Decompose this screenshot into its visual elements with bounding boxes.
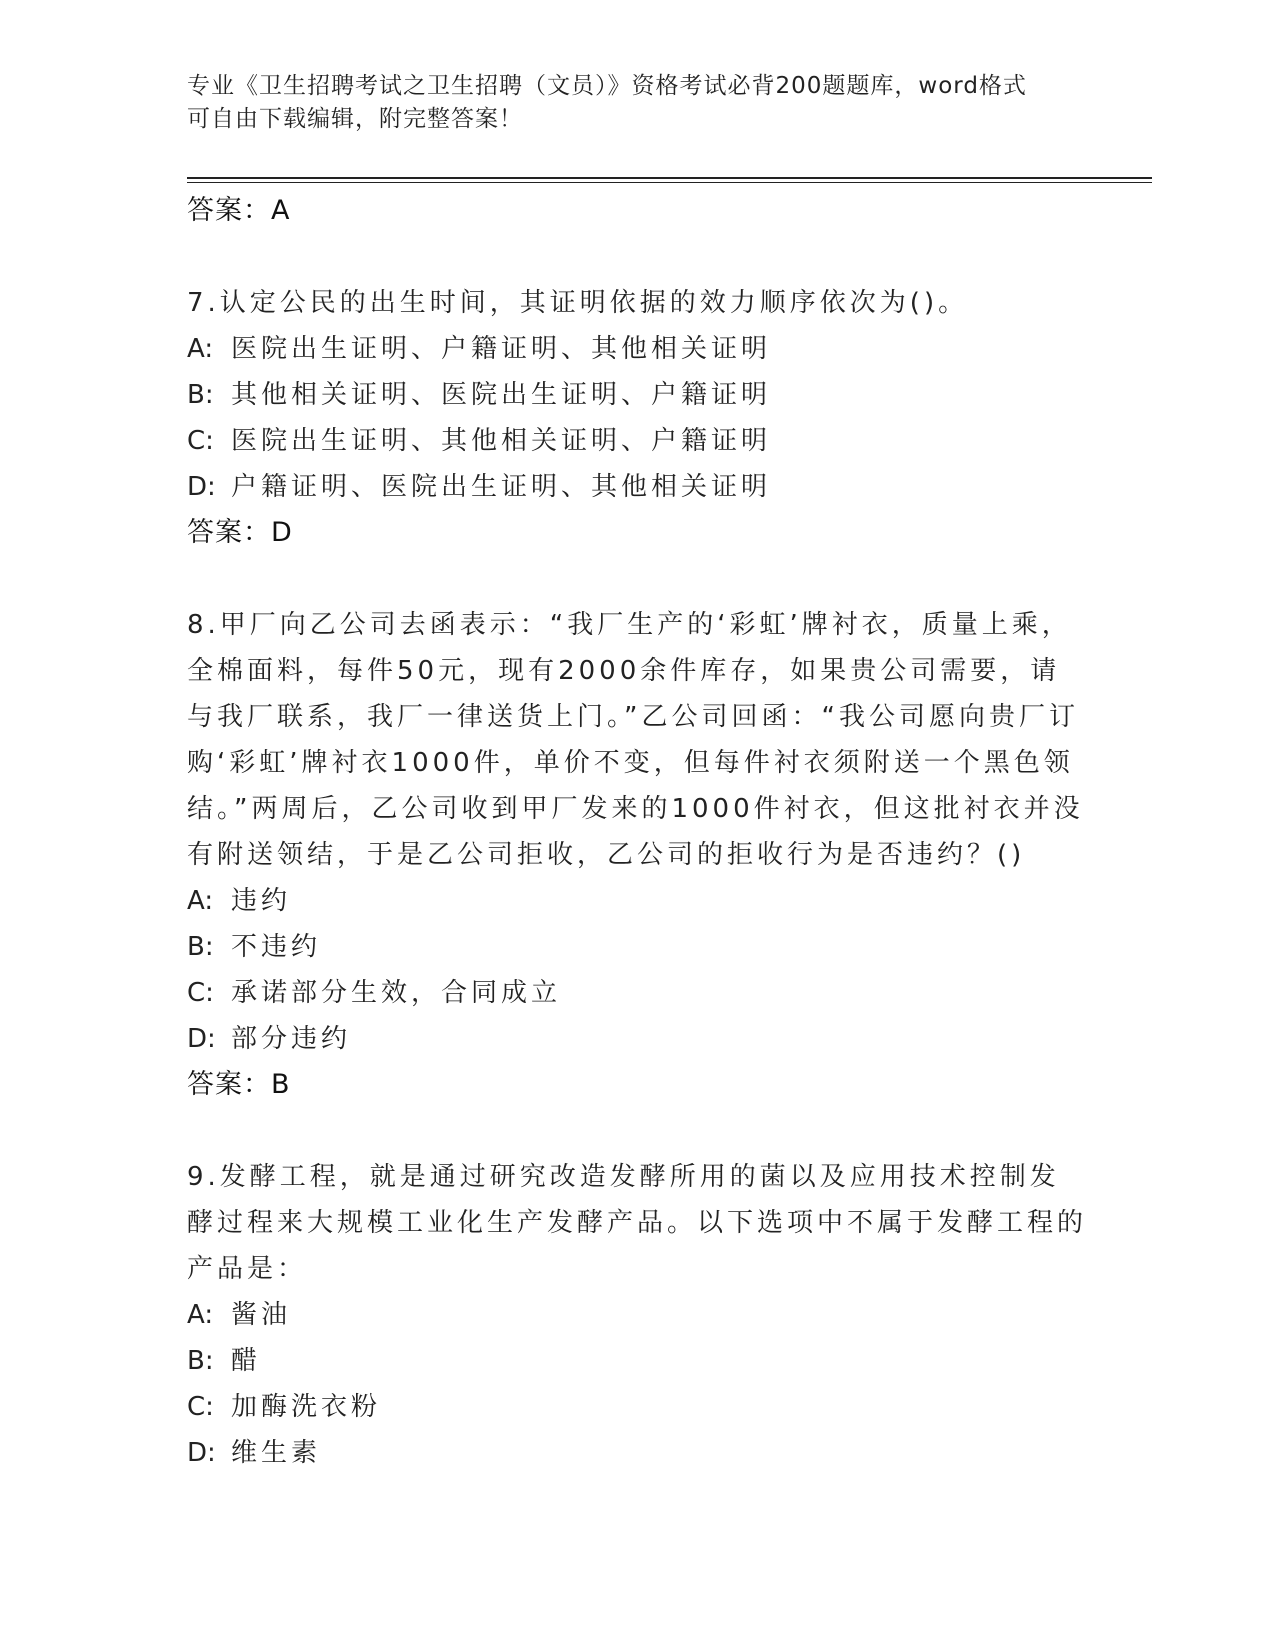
option-text: 醋 xyxy=(231,1346,262,1376)
option-text: 违约 xyxy=(231,886,292,916)
document-body xyxy=(187,188,1087,1476)
spacer xyxy=(187,1108,1087,1154)
option-letter: C: xyxy=(187,426,214,456)
option-text: 户籍证明、医院出生证明、其他相关证明 xyxy=(231,472,772,502)
question-stem: 9.发酵工程，就是通过研究改造发酵所用的菌以及应用技术控制发酵过程来大规模工业化生产发酵产品。以下选项中不属于发酵工程的产品是： xyxy=(187,1162,1088,1284)
option-text: 不违约 xyxy=(231,932,322,962)
option-text: 医院出生证明、户籍证明、其他相关证明 xyxy=(231,334,772,364)
header-divider-thick xyxy=(187,177,1152,179)
option-b xyxy=(187,372,1087,418)
option-c xyxy=(187,418,1087,464)
option-letter: A: xyxy=(187,334,214,364)
option-letter: C: xyxy=(187,978,214,1008)
header-divider-thin xyxy=(187,182,1152,183)
option-text: 承诺部分生效，合同成立 xyxy=(231,978,562,1008)
option-d xyxy=(187,464,1087,510)
header-line-2: 可自由下载编辑，附完整答案！ xyxy=(187,106,523,132)
option-b xyxy=(187,924,1087,970)
question-stem: 7.认定公民的出生时间，其证明依据的效力顺序依次为()。 xyxy=(187,288,969,318)
option-a xyxy=(187,878,1087,924)
option-letter: D: xyxy=(187,472,216,502)
option-letter: A: xyxy=(187,886,214,916)
question-7 xyxy=(187,280,1087,556)
option-text: 医院出生证明、其他相关证明、户籍证明 xyxy=(231,426,772,456)
option-text: 其他相关证明、医院出生证明、户籍证明 xyxy=(231,380,772,410)
answer-label: 答案：A xyxy=(187,195,291,226)
option-text: 部分违约 xyxy=(231,1024,352,1054)
option-d xyxy=(187,1430,1087,1476)
option-c xyxy=(187,970,1087,1016)
option-d xyxy=(187,1016,1087,1062)
option-letter: B: xyxy=(187,380,214,410)
header-line-1: 专业《卫生招聘考试之卫生招聘（文员）》资格考试必背200题题库，word格式 xyxy=(187,73,1027,99)
document-header xyxy=(187,70,1067,136)
option-text: 维生素 xyxy=(231,1438,322,1468)
option-letter: A: xyxy=(187,1300,214,1330)
question-stem: 8.甲厂向乙公司去函表示：“我厂生产的‘彩虹’牌衬衣，质量上乘，全棉面料，每件50元，现有2000余件库存，如果贵公司需要，请与我厂联系，我厂一律送货上门。”乙公司回函：“我公司愿向贵厂订购‘彩虹’牌衬衣1000件，单价不变，但每件衬衣须附送一个黑色领结。”两周后，乙公司收到甲厂发来的1000件衬衣，但这批衬衣并没有附送领结，于是乙公司拒收，乙公司的拒收行为是否违约？() xyxy=(187,610,1084,870)
option-letter: B: xyxy=(187,1346,214,1376)
option-letter: B: xyxy=(187,932,214,962)
option-text: 加酶洗衣粉 xyxy=(231,1392,382,1422)
answer-label: 答案：D xyxy=(187,517,293,548)
option-b xyxy=(187,1338,1087,1384)
spacer xyxy=(187,556,1087,602)
option-c xyxy=(187,1384,1087,1430)
option-a xyxy=(187,326,1087,372)
option-letter: C: xyxy=(187,1392,214,1422)
question-8 xyxy=(187,602,1087,1108)
option-text: 酱油 xyxy=(231,1300,292,1330)
answer-label: 答案：B xyxy=(187,1069,291,1100)
option-letter: D: xyxy=(187,1024,216,1054)
spacer xyxy=(187,234,1087,280)
option-a xyxy=(187,1292,1087,1338)
question-9 xyxy=(187,1154,1087,1476)
option-letter: D: xyxy=(187,1438,216,1468)
